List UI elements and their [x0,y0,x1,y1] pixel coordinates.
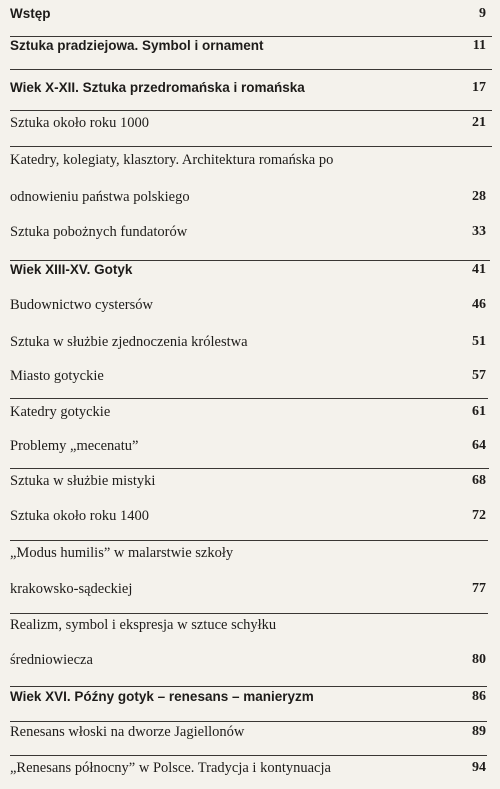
toc-entry-page-number: 21 [472,115,486,130]
toc-entry [10,187,486,217]
toc-entry [10,36,486,66]
toc-entry-page-number: 11 [472,38,486,53]
divider-rule [10,755,487,756]
toc-entry-title: „Renesans północny” w Polsce. Tradycja i kontynuacja [10,760,331,776]
toc-entry [10,471,486,501]
toc-entry [10,113,486,143]
toc-entry-page-number: 80 [472,652,486,667]
toc-entry [10,295,486,325]
toc-entry-page-number: 33 [472,224,486,239]
divider-rule [10,398,488,399]
toc-entry [10,615,486,645]
toc-entry [10,543,486,573]
toc-entry [10,332,486,362]
toc-entry-title: „Modus humilis” w malarstwie szkoły [10,545,234,561]
toc-entry-title: odnowieniu państwa polskiego [10,189,190,205]
toc-entry-title: Sztuka pradziejowa. Symbol i ornament [10,38,264,53]
toc-entry-page-number: 64 [472,438,486,453]
toc-entry-page-number: 94 [472,760,486,775]
toc-entry-title: Sztuka pobożnych fundatorów [10,224,188,240]
toc-entry-title: Wstęp [10,6,51,21]
toc-entry-page-number: 46 [472,297,486,312]
toc-entry [10,402,486,432]
toc-entry-title: Sztuka około roku 1400 [10,508,149,524]
toc-entry [10,650,486,680]
toc-entry-title: Problemy „mecenatu” [10,438,139,454]
toc-entry-title: Wiek X-XII. Sztuka przedromańska i romańska [10,80,305,95]
toc-entry [10,722,486,752]
toc-entry-title: Sztuka około roku 1000 [10,115,149,131]
divider-rule [10,540,488,541]
toc-entry [10,687,486,717]
toc-entry-title: Wiek XVI. Późny gotyk – renesans – manieryzm [10,689,314,704]
divider-rule [10,146,492,147]
divider-rule [10,468,489,469]
toc-entry-page-number: 89 [472,724,486,739]
toc-entry [10,4,486,34]
toc-entry-title: Renesans włoski na dworze Jagiellonów [10,724,245,740]
divider-rule [10,613,488,614]
toc-entry [10,579,486,609]
toc-entry [10,436,486,466]
divider-rule [10,69,492,70]
toc-entry-page-number: 41 [472,262,486,277]
toc-entry [10,78,486,108]
toc-entry [10,366,486,396]
toc-entry-page-number: 28 [472,189,486,204]
toc-entry-title: Katedry gotyckie [10,404,111,420]
toc-entry-page-number: 17 [472,80,486,95]
toc-entry [10,506,486,536]
toc-entry [10,150,486,180]
toc-entry-page-number: 51 [472,334,486,349]
toc-entry [10,260,486,290]
toc-entry-title: Realizm, symbol i ekspresja w sztuce schyłku [10,617,277,633]
toc-entry-page-number: 9 [479,6,486,21]
toc-entry-page-number: 72 [472,508,486,523]
toc-entry-page-number: 77 [472,581,486,596]
toc-entry-page-number: 68 [472,473,486,488]
toc-entry-title: Sztuka w służbie mistyki [10,473,156,489]
toc-entry-title: Katedry, kolegiaty, klasztory. Architektura romańska po [10,152,334,168]
toc-entry [10,758,486,788]
toc-entry-page-number: 86 [472,689,486,704]
toc-entry-page-number: 61 [472,404,486,419]
toc-entry-title: krakowsko-sądeckiej [10,581,133,597]
toc-entry-title: Sztuka w służbie zjednoczenia królestwa [10,334,248,350]
divider-rule [10,110,492,111]
toc-entry-title: Miasto gotyckie [10,368,104,384]
toc-entry [10,222,486,252]
toc-entry-title: Budownictwo cystersów [10,297,153,313]
toc-entry-title: Wiek XIII-XV. Gotyk [10,262,133,277]
toc-entry-page-number: 57 [472,368,486,383]
toc-entry-title: średniowiecza [10,652,93,668]
